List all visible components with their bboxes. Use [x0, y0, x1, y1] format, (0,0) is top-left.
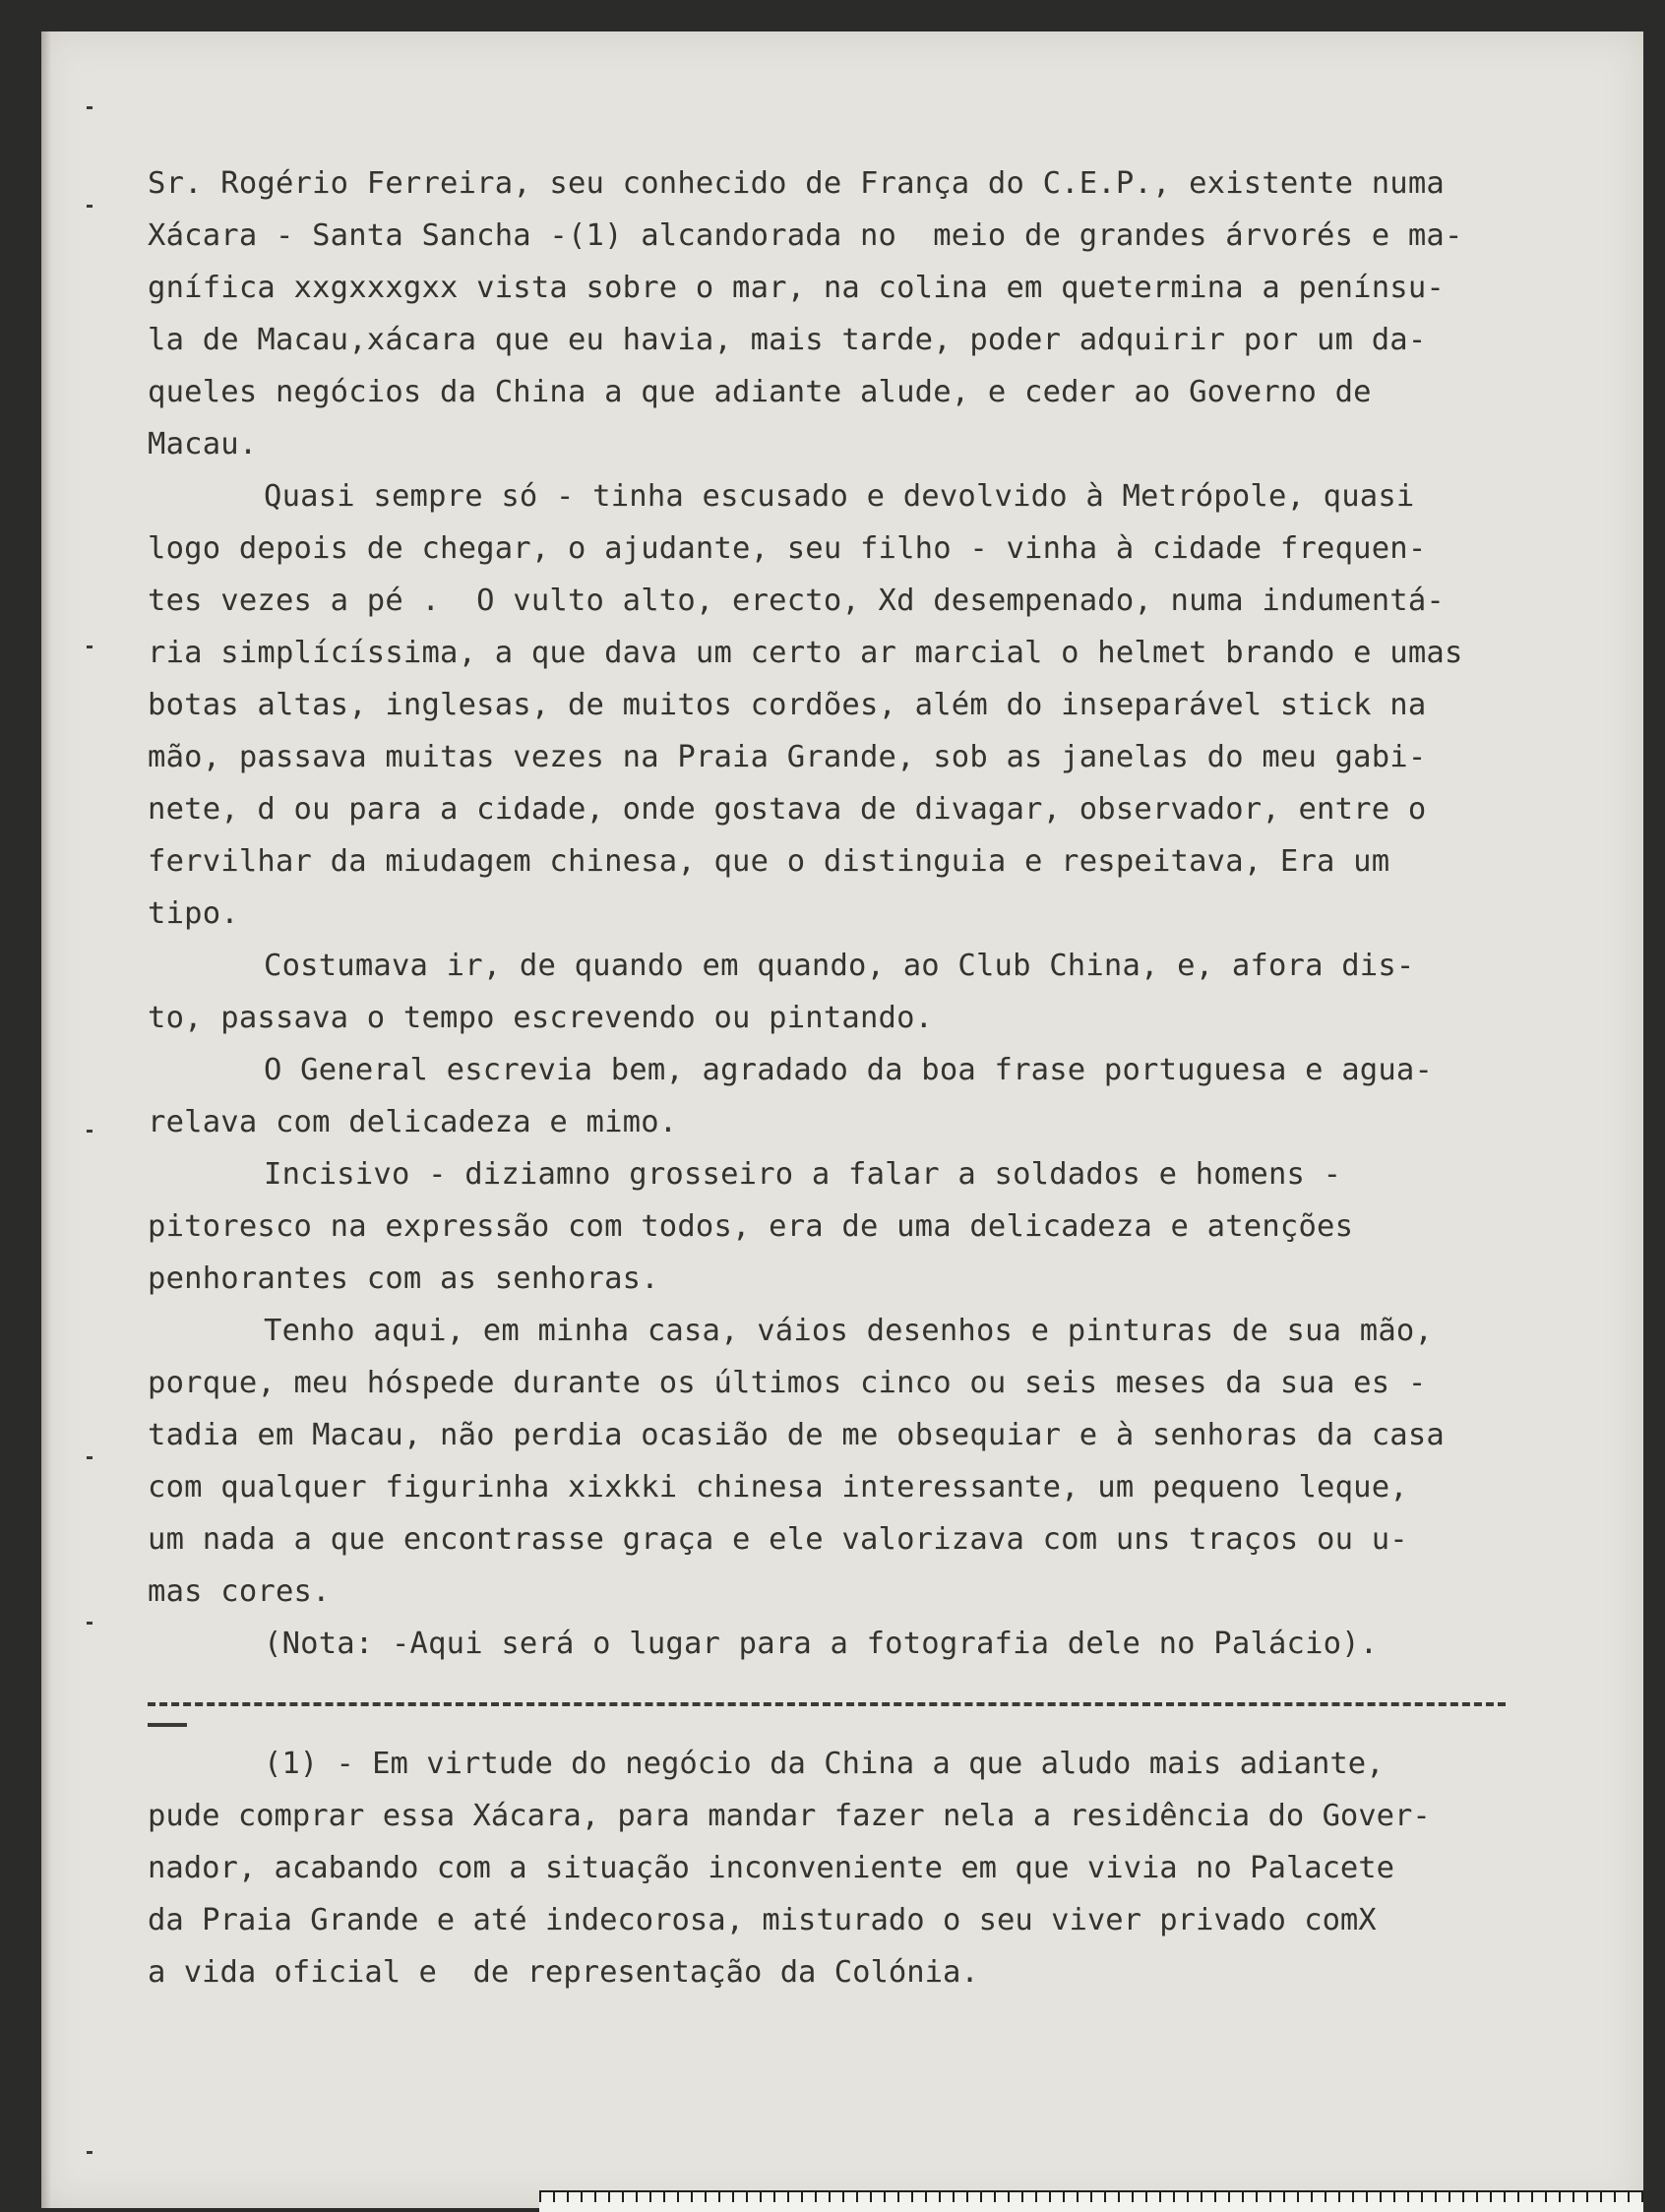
margin-mark	[87, 205, 92, 208]
footnote-line: (1) - Em virtude do negócio da China a que aludo mais adiante,	[264, 1747, 1385, 1781]
footnote-text	[148, 1738, 1545, 1998]
text-line: queles negócios da China a que adiante alude, e ceder ao Governo de	[148, 375, 1372, 409]
text-line: mas cores.	[148, 1574, 331, 1609]
text-line: (Nota: -Aqui será o lugar para a fotografia dele no Palácio).	[264, 1627, 1379, 1661]
scale-ruler	[539, 2190, 1643, 2212]
text-line: fervilhar da miudagem chinesa, que o distinguia e respeitava, Era um	[148, 844, 1390, 879]
text-line: com qualquer figurinha xixkki chinesa interessante, um pequeno leque,	[148, 1470, 1408, 1505]
text-line: Costumava ir, de quando em quando, ao Club China, e, afora dis-	[264, 949, 1415, 983]
text-line: porque, meu hóspede durante os últimos cinco ou seis meses da sua es -	[148, 1366, 1427, 1400]
text-line: Sr. Rogério Ferreira, seu conhecido de França do C.E.P., existente numa	[148, 166, 1445, 201]
text-line: ria simplícíssima, a que dava um certo ar marcial o helmet brando e umas	[148, 636, 1463, 670]
text-line: Macau.	[148, 427, 258, 461]
footnote-line: da Praia Grande e até indecorosa, misturado o seu viver privado comX	[148, 1903, 1377, 1937]
text-line: la de Macau,xácara que eu havia, mais tarde, poder adquirir por um da-	[148, 323, 1427, 357]
margin-mark	[87, 1622, 92, 1625]
text-line: Quasi sempre só - tinha escusado e devolvido à Metrópole, quasi	[264, 479, 1415, 514]
text-line: Tenho aqui, em minha casa, váios desenhos e pinturas de sua mão,	[264, 1314, 1434, 1348]
text-line: O General escrevia bem, agradado da boa frase portuguesa e agua-	[264, 1053, 1434, 1087]
footnote-line: nador, acabando com a situação inconveniente em que vivia no Palacete	[148, 1851, 1395, 1885]
text-line: tipo.	[148, 896, 239, 931]
text-line: mão, passava muitas vezes na Praia Grande, sob as janelas do meu gabi-	[148, 740, 1427, 774]
footnote-line: pude comprar essa Xácara, para mandar fazer nela a residência do Gover-	[148, 1799, 1431, 1833]
margin-mark	[87, 645, 92, 648]
text-line: to, passava o tempo escrevendo ou pintando.	[148, 1001, 934, 1035]
text-line: nete, d ou para a cidade, onde gostava de divagar, observador, entre o	[148, 792, 1427, 827]
text-line: relava com delicadeza e mimo.	[148, 1105, 678, 1139]
text-line: pitoresco na expressão com todos, era de uma delicadeza e atenções	[148, 1209, 1354, 1244]
text-line: gnífica xxgxxxgxx vista sobre o mar, na colina em quetermina a penínsu-	[148, 271, 1445, 305]
margin-mark	[87, 2151, 92, 2154]
footnote-line: a vida oficial e de representação da Colónia.	[148, 1955, 979, 1990]
text-line: logo depois de chegar, o ajudante, seu filho - vinha à cidade frequen-	[148, 531, 1427, 566]
paper-edge-shadow	[41, 31, 51, 2208]
text-line: um nada a que encontrasse graça e ele valorizava com uns traços ou u-	[148, 1522, 1408, 1557]
text-line: Incisivo - diziamno grosseiro a falar a soldados e homens -	[264, 1157, 1342, 1192]
text-line: botas altas, inglesas, de muitos cordões, além do inseparável stick na	[148, 688, 1427, 722]
body-text	[148, 157, 1545, 1670]
text-line: Xácara - Santa Sancha -(1) alcandorada no meio de grandes árvorés e ma-	[148, 218, 1463, 253]
margin-mark	[87, 1130, 92, 1133]
footnote-separator-mark	[148, 1723, 187, 1727]
text-line: tadia em Macau, não perdia ocasião de me obsequiar e à senhoras da casa	[148, 1418, 1445, 1452]
margin-mark	[87, 106, 92, 109]
text-line: penhorantes com as senhoras.	[148, 1261, 659, 1296]
text-line: tes vezes a pé . O vulto alto, erecto, Xd desempenado, numa indumentá-	[148, 584, 1445, 618]
margin-mark	[87, 1456, 92, 1459]
footnote-separator	[148, 1702, 1506, 1706]
